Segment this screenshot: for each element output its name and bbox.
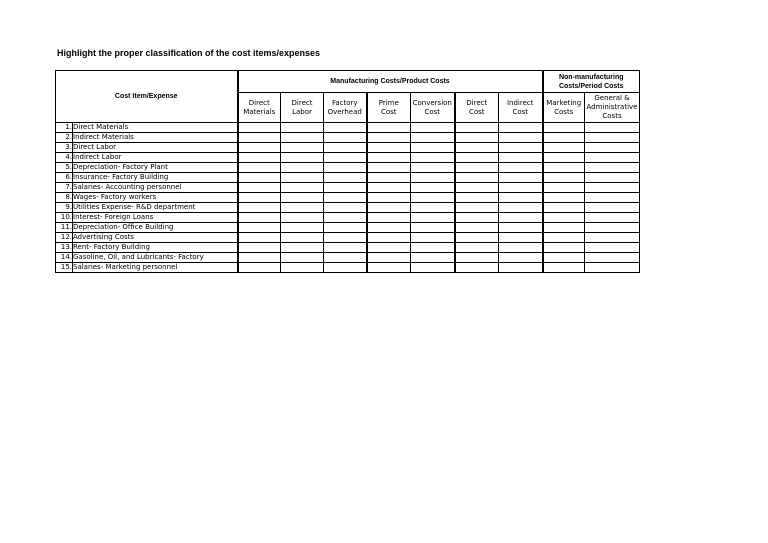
cost-item-label: Indirect Labor <box>73 153 238 163</box>
cost-item-label: Gasoline, Oil, and Lubricants- Factory <box>73 253 238 263</box>
classification-cell[interactable] <box>281 143 324 153</box>
col-header-direct-cost <box>455 93 499 123</box>
classification-cell[interactable] <box>281 153 324 163</box>
classification-cell[interactable] <box>455 203 499 213</box>
classification-cell[interactable] <box>543 163 585 173</box>
sheet-title: Highlight the proper classification of the cost items/expenses <box>57 48 321 58</box>
classification-cell[interactable] <box>585 213 640 223</box>
classification-cell[interactable] <box>455 193 499 203</box>
classification-cell[interactable] <box>585 143 640 153</box>
classification-cell[interactable] <box>585 263 640 273</box>
row-number: 1. <box>56 123 73 133</box>
classification-cell[interactable] <box>499 163 543 173</box>
classification-cell[interactable] <box>543 233 585 243</box>
classification-cell[interactable] <box>324 263 367 273</box>
table-row <box>56 243 640 253</box>
classification-cell[interactable] <box>238 263 281 273</box>
classification-cell[interactable] <box>324 153 367 163</box>
classification-cell[interactable] <box>411 193 455 203</box>
classification-cell[interactable] <box>455 243 499 253</box>
classification-cell[interactable] <box>367 123 411 133</box>
col-header-line1: Indirect <box>506 98 534 107</box>
classification-cell[interactable] <box>324 143 367 153</box>
cost-item-label: Indirect Materials <box>73 133 238 143</box>
classification-cell[interactable] <box>324 123 367 133</box>
col-header-line1: Direct <box>248 98 270 107</box>
col-header-line1: Factory <box>331 98 358 107</box>
classification-cell[interactable] <box>499 233 543 243</box>
nonmanufacturing-line2: Costs/Period Costs <box>558 82 624 90</box>
col-header-indirect-cost <box>499 93 543 123</box>
col-header-line1: Direct <box>466 98 488 107</box>
classification-cell[interactable] <box>238 143 281 153</box>
classification-cell[interactable] <box>367 153 411 163</box>
col-header-line2: Cost <box>512 107 529 116</box>
classification-cell[interactable] <box>411 153 455 163</box>
classification-cell[interactable] <box>543 133 585 143</box>
classification-cell[interactable] <box>238 243 281 253</box>
classification-cell[interactable] <box>367 253 411 263</box>
classification-cell[interactable] <box>324 233 367 243</box>
classification-cell[interactable] <box>367 133 411 143</box>
classification-cell[interactable] <box>238 203 281 213</box>
col-header-line1: Conversion <box>412 98 452 107</box>
classification-cell[interactable] <box>585 183 640 193</box>
classification-cell[interactable] <box>455 143 499 153</box>
classification-cell[interactable] <box>367 193 411 203</box>
classification-cell[interactable] <box>543 173 585 183</box>
classification-cell[interactable] <box>281 263 324 273</box>
row-number: 3. <box>56 143 73 153</box>
table-row <box>56 133 640 143</box>
classification-cell[interactable] <box>499 223 543 233</box>
cost-item-label: Depreciation- Office Building <box>73 223 238 233</box>
col-header-line1: Marketing <box>546 98 582 107</box>
classification-cell[interactable] <box>455 233 499 243</box>
classification-cell[interactable] <box>411 223 455 233</box>
classification-cell[interactable] <box>543 263 585 273</box>
classification-cell[interactable] <box>499 253 543 263</box>
classification-cell[interactable] <box>499 143 543 153</box>
classification-cell[interactable] <box>455 153 499 163</box>
classification-cell[interactable] <box>499 203 543 213</box>
classification-cell[interactable] <box>281 123 324 133</box>
table-row <box>56 253 640 263</box>
classification-cell[interactable] <box>238 193 281 203</box>
col-header-direct-materials <box>238 93 281 123</box>
classification-cell[interactable] <box>281 253 324 263</box>
classification-cell[interactable] <box>324 183 367 193</box>
cost-item-label: Direct Labor <box>73 143 238 153</box>
classification-cell[interactable] <box>324 223 367 233</box>
classification-cell[interactable] <box>543 183 585 193</box>
classification-cell[interactable] <box>367 163 411 173</box>
classification-cell[interactable] <box>455 183 499 193</box>
classification-cell[interactable] <box>238 253 281 263</box>
classification-cell[interactable] <box>543 203 585 213</box>
classification-cell[interactable] <box>324 253 367 263</box>
classification-cell[interactable] <box>499 213 543 223</box>
classification-cell[interactable] <box>499 153 543 163</box>
classification-cell[interactable] <box>238 213 281 223</box>
classification-cell[interactable] <box>367 213 411 223</box>
classification-cell[interactable] <box>585 203 640 213</box>
classification-cell[interactable] <box>324 163 367 173</box>
classification-cell[interactable] <box>499 263 543 273</box>
row-number: 5. <box>56 163 73 173</box>
classification-cell[interactable] <box>585 253 640 263</box>
classification-cell[interactable] <box>281 183 324 193</box>
classification-cell[interactable] <box>238 173 281 183</box>
col-header-line1: Prime <box>378 98 399 107</box>
classification-cell[interactable] <box>543 193 585 203</box>
classification-cell[interactable] <box>499 193 543 203</box>
classification-cell[interactable] <box>238 163 281 173</box>
classification-cell[interactable] <box>324 203 367 213</box>
col-header-line3: Costs <box>602 112 622 120</box>
classification-cell[interactable] <box>455 213 499 223</box>
cost-item-label: Interest- Foreign Loans <box>73 213 238 223</box>
classification-cell[interactable] <box>455 173 499 183</box>
classification-cell[interactable] <box>543 223 585 233</box>
classification-cell[interactable] <box>411 213 455 223</box>
classification-cell[interactable] <box>367 183 411 193</box>
classification-cell[interactable] <box>411 253 455 263</box>
classification-cell[interactable] <box>281 193 324 203</box>
classification-cell[interactable] <box>324 243 367 253</box>
table-row <box>56 143 640 153</box>
nonmanufacturing-line1: Non-manufacturing <box>558 73 624 81</box>
classification-cell[interactable] <box>585 233 640 243</box>
table-row <box>56 183 640 193</box>
classification-cell[interactable] <box>281 203 324 213</box>
cost-item-label: Salaries- Marketing personnel <box>73 263 238 273</box>
cost-item-label: Depreciation- Factory Plant <box>73 163 238 173</box>
cost-item-label: Insurance- Factory Building <box>73 173 238 183</box>
classification-cell[interactable] <box>367 203 411 213</box>
col-header-line2: Materials <box>243 107 276 116</box>
table-row <box>56 263 640 273</box>
classification-cell[interactable] <box>281 223 324 233</box>
manufacturing-costs-header: Manufacturing Costs/Product Costs <box>238 71 543 93</box>
table-row <box>56 123 640 133</box>
classification-cell[interactable] <box>543 243 585 253</box>
classification-cell[interactable] <box>324 173 367 183</box>
col-header-direct-labor <box>281 93 324 123</box>
nonmanufacturing-costs-header <box>543 71 640 93</box>
row-number: 13. <box>56 243 73 253</box>
row-number: 7. <box>56 183 73 193</box>
row-number: 8. <box>56 193 73 203</box>
classification-cell[interactable] <box>411 143 455 153</box>
col-header-line2: Costs <box>554 107 574 116</box>
classification-cell[interactable] <box>238 133 281 143</box>
classification-cell[interactable] <box>411 163 455 173</box>
classification-cell[interactable] <box>367 143 411 153</box>
classification-cell[interactable] <box>585 123 640 133</box>
classification-cell[interactable] <box>499 243 543 253</box>
classification-cell[interactable] <box>543 123 585 133</box>
classification-cell[interactable] <box>367 223 411 233</box>
table-row <box>56 223 640 233</box>
classification-cell[interactable] <box>238 153 281 163</box>
classification-cell[interactable] <box>238 183 281 193</box>
row-number: 6. <box>56 173 73 183</box>
cost-item-label: Rent- Factory Building <box>73 243 238 253</box>
cost-item-label: Utilities Expense- R&D department <box>73 203 238 213</box>
classification-cell[interactable] <box>585 133 640 143</box>
classification-cell[interactable] <box>455 263 499 273</box>
classification-cell[interactable] <box>324 213 367 223</box>
row-number: 15. <box>56 263 73 273</box>
classification-cell[interactable] <box>281 213 324 223</box>
row-number: 14. <box>56 253 73 263</box>
cost-item-label: Direct Materials <box>73 123 238 133</box>
classification-cell[interactable] <box>543 143 585 153</box>
classification-cell[interactable] <box>324 133 367 143</box>
row-number: 12. <box>56 233 73 243</box>
classification-cell[interactable] <box>281 233 324 243</box>
classification-cell[interactable] <box>411 133 455 143</box>
col-header-line2: Administrative <box>586 103 638 111</box>
classification-cell[interactable] <box>281 243 324 253</box>
classification-cell[interactable] <box>411 233 455 243</box>
classification-cell[interactable] <box>411 243 455 253</box>
classification-cell[interactable] <box>455 123 499 133</box>
table-row <box>56 213 640 223</box>
col-header-factory-overhead <box>324 93 367 123</box>
classification-cell[interactable] <box>411 183 455 193</box>
classification-cell[interactable] <box>499 133 543 143</box>
row-number: 9. <box>56 203 73 213</box>
table-row <box>56 153 640 163</box>
col-header-line2: Cost <box>424 107 441 116</box>
classification-cell[interactable] <box>455 223 499 233</box>
classification-cell[interactable] <box>543 253 585 263</box>
col-header-line2: Labor <box>292 107 312 116</box>
cost-item-label: Wages- Factory workers <box>73 193 238 203</box>
classification-cell[interactable] <box>411 263 455 273</box>
cost-item-header: Cost Item/Expense <box>56 71 238 123</box>
classification-cell[interactable] <box>543 153 585 163</box>
table-row <box>56 203 640 213</box>
table-row <box>56 163 640 173</box>
col-header-line1: Direct <box>291 98 313 107</box>
classification-cell[interactable] <box>543 213 585 223</box>
col-header-prime-cost <box>367 93 411 123</box>
col-header-line2: Cost <box>468 107 485 116</box>
col-header-general-admin-costs <box>585 93 640 123</box>
classification-cell[interactable] <box>585 153 640 163</box>
col-header-line2: Overhead <box>327 107 362 116</box>
classification-cell[interactable] <box>367 173 411 183</box>
row-number: 4. <box>56 153 73 163</box>
col-header-line1: General & <box>594 94 630 102</box>
classification-cell[interactable] <box>238 233 281 243</box>
classification-cell[interactable] <box>585 173 640 183</box>
classification-cell[interactable] <box>455 253 499 263</box>
classification-cell[interactable] <box>367 263 411 273</box>
classification-cell[interactable] <box>281 163 324 173</box>
classification-cell[interactable] <box>367 243 411 253</box>
table-row <box>56 173 640 183</box>
col-header-conversion-cost <box>411 93 455 123</box>
cost-item-label: Salaries- Accounting personnel <box>73 183 238 193</box>
classification-cell[interactable] <box>455 163 499 173</box>
classification-cell[interactable] <box>411 203 455 213</box>
classification-cell[interactable] <box>324 193 367 203</box>
col-header-marketing-costs <box>543 93 585 123</box>
classification-cell[interactable] <box>411 173 455 183</box>
classification-cell[interactable] <box>585 243 640 253</box>
col-header-line2: Cost <box>380 107 397 116</box>
classification-cell[interactable] <box>455 133 499 143</box>
table-row <box>56 233 640 243</box>
row-number: 11. <box>56 223 73 233</box>
classification-cell[interactable] <box>585 193 640 203</box>
classification-cell[interactable] <box>499 183 543 193</box>
row-number: 10. <box>56 213 73 223</box>
classification-cell[interactable] <box>499 123 543 133</box>
table-row <box>56 193 640 203</box>
classification-cell[interactable] <box>411 123 455 133</box>
classification-cell[interactable] <box>499 173 543 183</box>
classification-cell[interactable] <box>281 133 324 143</box>
classification-cell[interactable] <box>585 163 640 173</box>
classification-cell[interactable] <box>281 173 324 183</box>
classification-cell[interactable] <box>238 223 281 233</box>
classification-cell[interactable] <box>585 223 640 233</box>
classification-cell[interactable] <box>238 123 281 133</box>
classification-cell[interactable] <box>367 233 411 243</box>
row-number: 2. <box>56 133 73 143</box>
classification-table <box>55 70 640 273</box>
cost-item-label: Advertising Costs <box>73 233 238 243</box>
